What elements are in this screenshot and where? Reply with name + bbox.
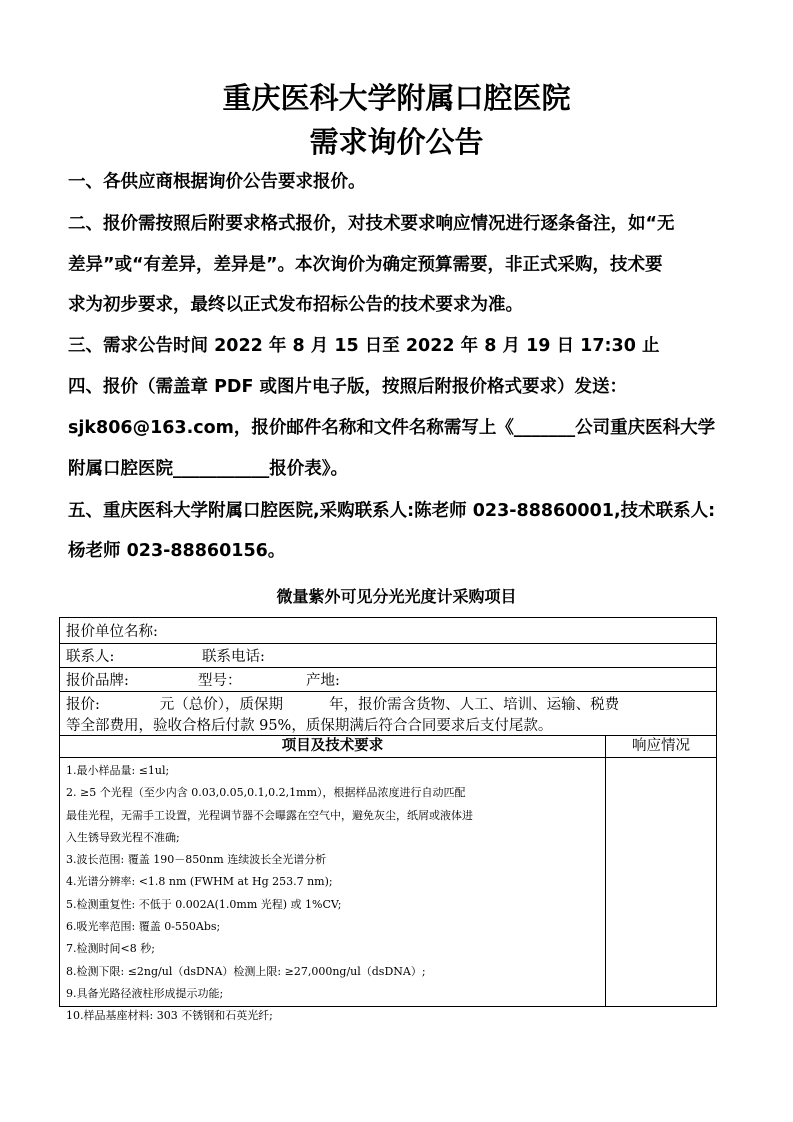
paragraph-line: 附属口腔医院___________报价表》。 bbox=[68, 459, 348, 479]
paragraph-line: 一、各供应商根据询价公告要求报价。 bbox=[68, 172, 366, 192]
list-item: 入生锈导致光程不准确; bbox=[66, 830, 180, 844]
paragraph-line: 杨老师 023-88860156。 bbox=[68, 541, 286, 561]
table-row-price bbox=[60, 691, 716, 736]
header-response: 响应情况 bbox=[632, 738, 690, 754]
paragraph-line: 求为初步要求，最终以正式发布招标公告的技术要求为准。 bbox=[68, 295, 523, 315]
paragraph-line: 三、需求公告时间 2022 年 8 月 15 日至 2022 年 8 月 19 日 17:30 止 bbox=[68, 336, 660, 356]
table-row-contact bbox=[60, 643, 716, 668]
list-item: 3.波长范围: 覆盖 190－850nm 连续波长全光谱分析 bbox=[66, 853, 327, 867]
hospital-title: 重庆医科大学附属口腔医院 bbox=[222, 81, 571, 115]
list-item: 8.检测下限: ≤2ng/ul（dsDNA）检测上限: ≥27,000ng/ul（dsDNA）; bbox=[66, 964, 426, 978]
price-line-2: 等全部费用，验收合格后付款 95%，质保期满后符合合同要求后支付尾款。 bbox=[66, 718, 553, 734]
column-divider bbox=[605, 735, 606, 1006]
requirements-list bbox=[66, 760, 601, 1028]
notice-title: 需求询价公告 bbox=[309, 125, 484, 159]
list-item: 最佳光程，无需手工设置，光程调节器不会曝露在空气中，避免灰尘，纸屑或液体进 bbox=[66, 808, 473, 822]
table-row-unit bbox=[60, 618, 716, 644]
price-line-1: 报价: 元（总价），质保期 年，报价需含货物、人工、培训、运输、税费 bbox=[66, 697, 620, 713]
paragraph-line: 二、报价需按照后附要求格式报价，对技术要求响应情况进行逐条备注，如“无 bbox=[68, 214, 675, 234]
paragraph-line: 四、报价（需盖章 PDF 或图片电子版，按照后附报价格式要求）发送： bbox=[68, 377, 627, 397]
paragraph-line: 五、重庆医科大学附属口腔医院,采购联系人:陈老师 023-88860001,技术联系人: bbox=[68, 501, 716, 521]
list-item: 1.最小样品量: ≤1ul; bbox=[66, 764, 170, 777]
list-item: 2. ≥5 个光程（至少内含 0.03,0.05,0.1,0.2,1mm），根据样品浓度进行自动匹配 bbox=[66, 786, 466, 800]
table-row-brand bbox=[60, 667, 716, 692]
table-title: 微量紫外可见分光光度计采购项目 bbox=[276, 587, 517, 606]
paragraph-line: 差异”或“有差异，差异是”。本次询价为确定预算需要，非正式采购，技术要 bbox=[68, 255, 663, 275]
brand-label: 报价品牌: 型号： 产地: bbox=[66, 673, 340, 689]
list-item: 7.检测时间<8 秒; bbox=[66, 942, 155, 956]
quote-table bbox=[59, 617, 717, 1023]
unit-label: 报价单位名称: bbox=[66, 624, 158, 640]
header-requirements: 项目及技术要求 bbox=[281, 738, 384, 754]
list-item: 10.样品基座材料: 303 不锈钢和石英光纤; bbox=[66, 1009, 273, 1023]
list-item: 9.具备光路径液柱形成提示功能; bbox=[66, 986, 224, 1000]
list-item: 6.吸光率范围: 覆盖 0-550Abs; bbox=[66, 920, 221, 934]
list-item: 4.光谱分辨率: <1.8 nm (FWHM at Hg 253.7 nm); bbox=[66, 875, 333, 889]
paragraph-line: sjk806@163.com，报价邮件名称和文件名称需写上《_______公司重庆医科大学 bbox=[68, 418, 716, 438]
list-item: 5.检测重复性: 不低于 0.002A(1.0mm 光程) 或 1%CV; bbox=[66, 897, 342, 911]
contact-label: 联系人: 联系电话: bbox=[66, 649, 265, 665]
